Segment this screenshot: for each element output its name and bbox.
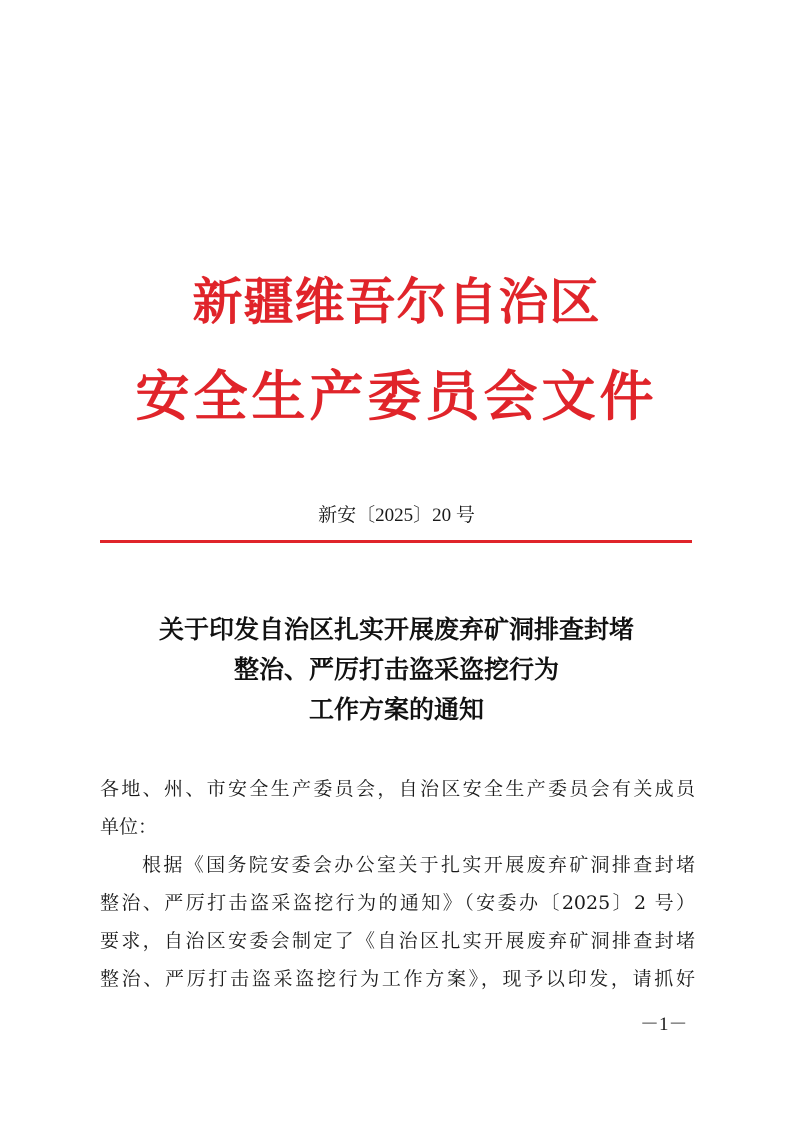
paragraph-line: 整治、严厉打击盗采盗挖行为的通知》（安委办〔2025〕2 号） bbox=[100, 892, 695, 914]
document-title bbox=[0, 610, 793, 730]
red-divider-line bbox=[100, 540, 692, 543]
document-number: 新安〔2025〕20 号 bbox=[318, 505, 475, 526]
paragraph-line: 根据《国务院安委会办公室关于扎实开展废弃矿洞排查封堵 bbox=[142, 854, 695, 876]
document-body bbox=[100, 770, 695, 998]
addressee-line: 各地、州、市安全生产委员会，自治区安全生产委员会有关成员 bbox=[100, 778, 695, 800]
issuer-name: 新疆维吾尔自治区 bbox=[192, 272, 601, 331]
document-type-heading: 安全生产委员会文件 bbox=[135, 364, 658, 428]
title-line: 关于印发自治区扎实开展废弃矿洞排查封堵 bbox=[158, 615, 634, 644]
page-number: －1－ bbox=[640, 1014, 688, 1035]
title-line: 工作方案的通知 bbox=[308, 695, 484, 724]
title-line: 整治、严厉打击盗采盗挖行为 bbox=[233, 655, 559, 684]
addressee-line: 单位： bbox=[100, 816, 158, 838]
paragraph-line: 要求，自治区安委会制定了《自治区扎实开展废弃矿洞排查封堵 bbox=[100, 930, 695, 952]
paragraph-line: 整治、严厉打击盗采盗挖行为工作方案》，现予以印发，请抓好 bbox=[100, 968, 695, 990]
